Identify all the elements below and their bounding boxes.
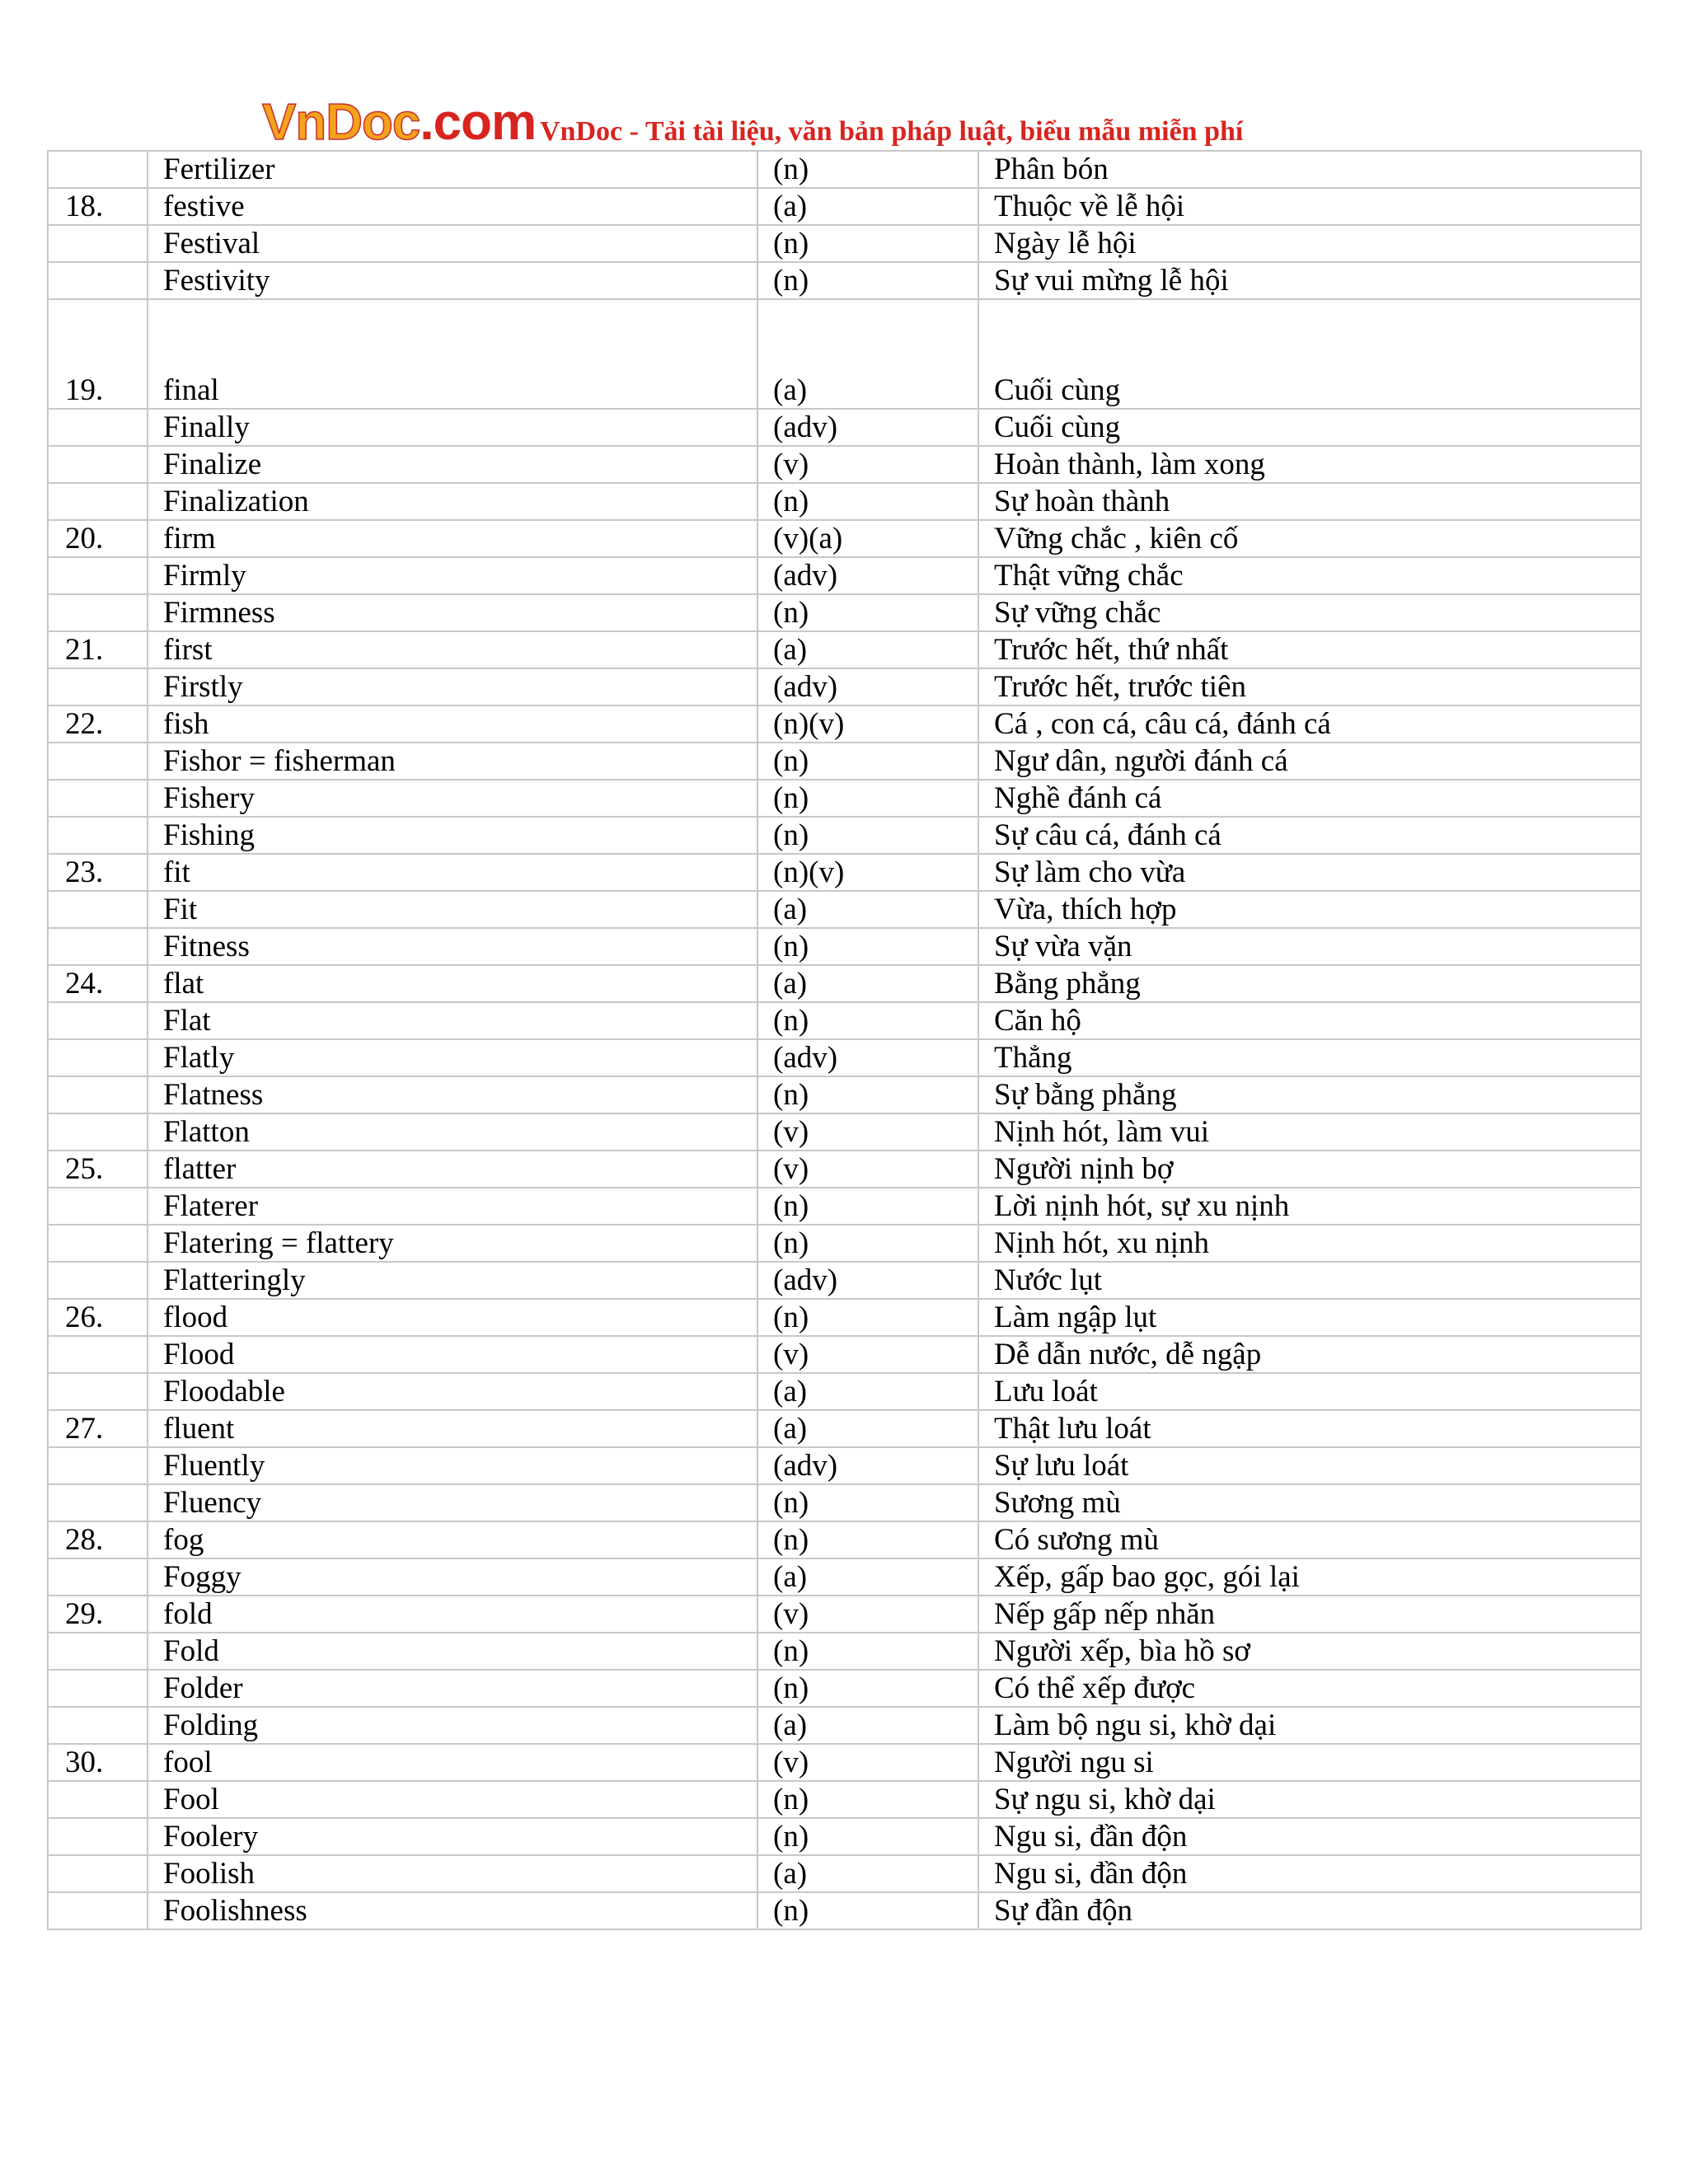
entry-word: Fishing xyxy=(148,817,757,854)
table-row xyxy=(48,817,1641,854)
entry-meaning: Nghề đánh cá xyxy=(978,780,1641,817)
entry-part-of-speech: (n) xyxy=(757,743,978,780)
entry-word: Fluency xyxy=(148,1484,757,1521)
entry-meaning: Lời nịnh hót, sự xu nịnh xyxy=(978,1188,1641,1225)
entry-part-of-speech: (n) xyxy=(757,151,978,188)
entry-word: Flatering = flattery xyxy=(148,1225,757,1262)
entry-number xyxy=(48,817,148,854)
entry-meaning: Sự đần độn xyxy=(978,1892,1641,1929)
entry-part-of-speech: (n) xyxy=(757,817,978,854)
entry-meaning: Sương mù xyxy=(978,1484,1641,1521)
table-row xyxy=(48,409,1641,446)
entry-number xyxy=(48,1781,148,1818)
entry-part-of-speech: (n) xyxy=(757,1892,978,1929)
entry-word: Fishery xyxy=(148,780,757,817)
entry-part-of-speech: (a) xyxy=(757,891,978,928)
entry-word: Fluently xyxy=(148,1447,757,1484)
entry-word: Fishor = fisherman xyxy=(148,743,757,780)
entry-meaning: Vừa, thích hợp xyxy=(978,891,1641,928)
entry-number: 21. xyxy=(48,631,148,668)
entry-word: Flatly xyxy=(148,1039,757,1076)
entry-word: Firstly xyxy=(148,668,757,705)
entry-word: Fool xyxy=(148,1781,757,1818)
entry-part-of-speech: (a) xyxy=(757,188,978,225)
table-row xyxy=(48,780,1641,817)
entry-number xyxy=(48,1188,148,1225)
vocabulary-table-body xyxy=(48,151,1641,1929)
entry-meaning: Thật vững chắc xyxy=(978,557,1641,594)
table-row xyxy=(48,1447,1641,1484)
entry-number: 27. xyxy=(48,1410,148,1447)
entry-number xyxy=(48,1818,148,1855)
entry-word: festive xyxy=(148,188,757,225)
entry-part-of-speech: (v) xyxy=(757,1336,978,1373)
entry-number xyxy=(48,1892,148,1929)
entry-part-of-speech: (n) xyxy=(757,928,978,965)
entry-word: Flatton xyxy=(148,1113,757,1151)
entry-part-of-speech: (v) xyxy=(757,1113,978,1151)
table-row xyxy=(48,1818,1641,1855)
entry-part-of-speech: (n) xyxy=(757,1781,978,1818)
entry-part-of-speech: (adv) xyxy=(757,557,978,594)
entry-part-of-speech: (n) xyxy=(757,1076,978,1113)
entry-meaning: Sự câu cá, đánh cá xyxy=(978,817,1641,854)
table-row xyxy=(48,1225,1641,1262)
entry-number xyxy=(48,151,148,188)
entry-word: Finally xyxy=(148,409,757,446)
entry-part-of-speech: (adv) xyxy=(757,1262,978,1299)
table-row xyxy=(48,1113,1641,1151)
table-row xyxy=(48,1373,1641,1410)
entry-meaning: Sự lưu loát xyxy=(978,1447,1641,1484)
entry-part-of-speech: (v) xyxy=(757,446,978,483)
entry-number xyxy=(48,780,148,817)
entry-number xyxy=(48,1373,148,1410)
entry-number xyxy=(48,1336,148,1373)
table-row xyxy=(48,1336,1641,1373)
entry-number: 19. xyxy=(48,299,148,409)
vndoc-logo[interactable] xyxy=(262,94,537,151)
table-row xyxy=(48,1151,1641,1188)
entry-meaning: Ngu si, đần độn xyxy=(978,1818,1641,1855)
entry-word: Foolish xyxy=(148,1855,757,1892)
table-row xyxy=(48,1484,1641,1521)
entry-meaning: Cuối cùng xyxy=(978,409,1641,446)
entry-number xyxy=(48,1558,148,1596)
entry-number xyxy=(48,1447,148,1484)
entry-part-of-speech: (a) xyxy=(757,1410,978,1447)
entry-number: 26. xyxy=(48,1299,148,1336)
entry-part-of-speech: (n) xyxy=(757,1484,978,1521)
entry-meaning: Sự làm cho vừa xyxy=(978,854,1641,891)
entry-part-of-speech: (n) xyxy=(757,262,978,299)
entry-number xyxy=(48,1002,148,1039)
entry-word: fold xyxy=(148,1596,757,1633)
entry-number: 28. xyxy=(48,1521,148,1558)
entry-number xyxy=(48,891,148,928)
entry-meaning: Sự bằng phẳng xyxy=(978,1076,1641,1113)
entry-part-of-speech: (n) xyxy=(757,1002,978,1039)
entry-meaning: Sự vui mừng lễ hội xyxy=(978,262,1641,299)
table-row xyxy=(48,1596,1641,1633)
entry-meaning: Người nịnh bợ xyxy=(978,1151,1641,1188)
entry-meaning: Trước hết, trước tiên xyxy=(978,668,1641,705)
entry-word: Fertilizer xyxy=(148,151,757,188)
entry-word: final xyxy=(148,299,757,409)
table-row xyxy=(48,743,1641,780)
entry-word: Fit xyxy=(148,891,757,928)
entry-meaning: Nước lụt xyxy=(978,1262,1641,1299)
entry-part-of-speech: (a) xyxy=(757,1558,978,1596)
entry-part-of-speech: (a) xyxy=(757,299,978,409)
entry-part-of-speech: (a) xyxy=(757,1707,978,1744)
entry-word: first xyxy=(148,631,757,668)
entry-meaning: Căn hộ xyxy=(978,1002,1641,1039)
entry-number xyxy=(48,557,148,594)
entry-part-of-speech: (n) xyxy=(757,1225,978,1262)
table-row xyxy=(48,1781,1641,1818)
entry-meaning: Làm bộ ngu si, khờ dại xyxy=(978,1707,1641,1744)
entry-word: Flat xyxy=(148,1002,757,1039)
entry-meaning: Phân bón xyxy=(978,151,1641,188)
entry-number xyxy=(48,668,148,705)
table-row xyxy=(48,891,1641,928)
entry-word: fit xyxy=(148,854,757,891)
table-row xyxy=(48,1707,1641,1744)
entry-number xyxy=(48,1113,148,1151)
entry-word: flat xyxy=(148,965,757,1002)
table-row xyxy=(48,1188,1641,1225)
entry-part-of-speech: (n) xyxy=(757,780,978,817)
table-row xyxy=(48,668,1641,705)
entry-meaning: Sự vừa vặn xyxy=(978,928,1641,965)
entry-word: Foolery xyxy=(148,1818,757,1855)
entry-word: fool xyxy=(148,1744,757,1781)
entry-meaning: Ngu si, đần độn xyxy=(978,1855,1641,1892)
table-row xyxy=(48,1521,1641,1558)
entry-meaning: Hoàn thành, làm xong xyxy=(978,446,1641,483)
entry-number: 24. xyxy=(48,965,148,1002)
table-row xyxy=(48,1892,1641,1929)
table-row xyxy=(48,188,1641,225)
entry-part-of-speech: (adv) xyxy=(757,668,978,705)
entry-number: 22. xyxy=(48,705,148,743)
entry-number xyxy=(48,483,148,520)
entry-number: 18. xyxy=(48,188,148,225)
table-row xyxy=(48,446,1641,483)
table-row xyxy=(48,520,1641,557)
entry-word: Folder xyxy=(148,1670,757,1707)
entry-word: Firmly xyxy=(148,557,757,594)
table-row xyxy=(48,1410,1641,1447)
entry-part-of-speech: (v) xyxy=(757,1744,978,1781)
entry-meaning: Có sương mù xyxy=(978,1521,1641,1558)
table-row xyxy=(48,1299,1641,1336)
entry-word: Fold xyxy=(148,1633,757,1670)
entry-word: firm xyxy=(148,520,757,557)
entry-number xyxy=(48,1262,148,1299)
entry-meaning: Vững chắc , kiên cố xyxy=(978,520,1641,557)
logo-vn-text: VnDoc xyxy=(262,94,420,151)
entry-word: Festival xyxy=(148,225,757,262)
table-row xyxy=(48,557,1641,594)
entry-part-of-speech: (v) xyxy=(757,1151,978,1188)
table-row xyxy=(48,1076,1641,1113)
table-row xyxy=(48,965,1641,1002)
logo-dotcom-text: .com xyxy=(420,94,537,151)
entry-meaning: Nịnh hót, xu nịnh xyxy=(978,1225,1641,1262)
table-row xyxy=(48,631,1641,668)
entry-number xyxy=(48,1225,148,1262)
entry-part-of-speech: (n) xyxy=(757,1299,978,1336)
entry-number: 20. xyxy=(48,520,148,557)
entry-part-of-speech: (v)(a) xyxy=(757,520,978,557)
entry-word: Floodable xyxy=(148,1373,757,1410)
entry-meaning: Thẳng xyxy=(978,1039,1641,1076)
vocabulary-table xyxy=(47,150,1642,1930)
entry-meaning: Nếp gấp nếp nhăn xyxy=(978,1596,1641,1633)
entry-meaning: Người xếp, bìa hồ sơ xyxy=(978,1633,1641,1670)
entry-number xyxy=(48,1076,148,1113)
entry-word: flood xyxy=(148,1299,757,1336)
entry-meaning: Thuộc về lễ hội xyxy=(978,188,1641,225)
entry-word: Flaterer xyxy=(148,1188,757,1225)
entry-part-of-speech: (n) xyxy=(757,483,978,520)
entry-meaning: Ngư dân, người đánh cá xyxy=(978,743,1641,780)
entry-word: Firmness xyxy=(148,594,757,631)
entry-part-of-speech: (n)(v) xyxy=(757,705,978,743)
entry-word: Flood xyxy=(148,1336,757,1373)
entry-part-of-speech: (a) xyxy=(757,965,978,1002)
table-row xyxy=(48,1670,1641,1707)
entry-number xyxy=(48,1670,148,1707)
entry-number xyxy=(48,1039,148,1076)
entry-number xyxy=(48,1484,148,1521)
entry-part-of-speech: (adv) xyxy=(757,409,978,446)
table-row xyxy=(48,1262,1641,1299)
entry-word: Festivity xyxy=(148,262,757,299)
entry-meaning: Dễ dẫn nước, dễ ngập xyxy=(978,1336,1641,1373)
table-row xyxy=(48,262,1641,299)
entry-number xyxy=(48,1633,148,1670)
entry-meaning: Sự vững chắc xyxy=(978,594,1641,631)
entry-meaning: Nịnh hót, làm vui xyxy=(978,1113,1641,1151)
entry-number xyxy=(48,262,148,299)
entry-meaning: Người ngu si xyxy=(978,1744,1641,1781)
entry-part-of-speech: (n) xyxy=(757,1188,978,1225)
entry-number xyxy=(48,409,148,446)
entry-number xyxy=(48,1707,148,1744)
entry-part-of-speech: (n) xyxy=(757,1521,978,1558)
table-row xyxy=(48,854,1641,891)
entry-word: Flatteringly xyxy=(148,1262,757,1299)
table-row xyxy=(48,594,1641,631)
table-row xyxy=(48,225,1641,262)
entry-part-of-speech: (n) xyxy=(757,594,978,631)
header-tagline: VnDoc - Tải tài liệu, văn bản pháp luật, biểu mẫu miễn phí xyxy=(540,116,1244,147)
entry-word: fish xyxy=(148,705,757,743)
entry-meaning: Bằng phẳng xyxy=(978,965,1641,1002)
table-row xyxy=(48,928,1641,965)
entry-meaning: Làm ngập lụt xyxy=(978,1299,1641,1336)
entry-part-of-speech: (adv) xyxy=(757,1447,978,1484)
entry-meaning: Có thể xếp được xyxy=(978,1670,1641,1707)
entry-number xyxy=(48,225,148,262)
entry-part-of-speech: (a) xyxy=(757,1373,978,1410)
entry-word: flatter xyxy=(148,1151,757,1188)
entry-number: 29. xyxy=(48,1596,148,1633)
table-row xyxy=(48,1744,1641,1781)
entry-meaning: Ngày lễ hội xyxy=(978,225,1641,262)
entry-meaning: Xếp, gấp bao gọc, gói lại xyxy=(978,1558,1641,1596)
entry-number xyxy=(48,743,148,780)
entry-word: Foggy xyxy=(148,1558,757,1596)
entry-word: fog xyxy=(148,1521,757,1558)
entry-part-of-speech: (n) xyxy=(757,1633,978,1670)
entry-number: 23. xyxy=(48,854,148,891)
entry-word: Finalize xyxy=(148,446,757,483)
entry-number xyxy=(48,446,148,483)
entry-meaning: Trước hết, thứ nhất xyxy=(978,631,1641,668)
page-header xyxy=(0,94,1688,151)
entry-part-of-speech: (n) xyxy=(757,225,978,262)
entry-meaning: Cá , con cá, câu cá, đánh cá xyxy=(978,705,1641,743)
table-row xyxy=(48,1039,1641,1076)
entry-number: 25. xyxy=(48,1151,148,1188)
entry-part-of-speech: (v) xyxy=(757,1596,978,1633)
entry-number xyxy=(48,594,148,631)
table-row xyxy=(48,1002,1641,1039)
table-row xyxy=(48,705,1641,743)
entry-meaning: Cuối cùng xyxy=(978,299,1641,409)
entry-word: Flatness xyxy=(148,1076,757,1113)
entry-meaning: Thật lưu loát xyxy=(978,1410,1641,1447)
entry-part-of-speech: (n)(v) xyxy=(757,854,978,891)
entry-part-of-speech: (a) xyxy=(757,631,978,668)
table-row xyxy=(48,1633,1641,1670)
entry-number: 30. xyxy=(48,1744,148,1781)
table-row xyxy=(48,483,1641,520)
table-row xyxy=(48,299,1641,409)
entry-meaning: Lưu loát xyxy=(978,1373,1641,1410)
entry-part-of-speech: (n) xyxy=(757,1818,978,1855)
entry-word: Folding xyxy=(148,1707,757,1744)
table-row xyxy=(48,1558,1641,1596)
entry-word: fluent xyxy=(148,1410,757,1447)
entry-part-of-speech: (n) xyxy=(757,1670,978,1707)
entry-part-of-speech: (adv) xyxy=(757,1039,978,1076)
entry-meaning: Sự hoàn thành xyxy=(978,483,1641,520)
entry-part-of-speech: (a) xyxy=(757,1855,978,1892)
entry-number xyxy=(48,928,148,965)
table-row xyxy=(48,1855,1641,1892)
entry-word: Foolishness xyxy=(148,1892,757,1929)
entry-number xyxy=(48,1855,148,1892)
entry-word: Fitness xyxy=(148,928,757,965)
entry-meaning: Sự ngu si, khờ dại xyxy=(978,1781,1641,1818)
table-row xyxy=(48,151,1641,188)
entry-word: Finalization xyxy=(148,483,757,520)
